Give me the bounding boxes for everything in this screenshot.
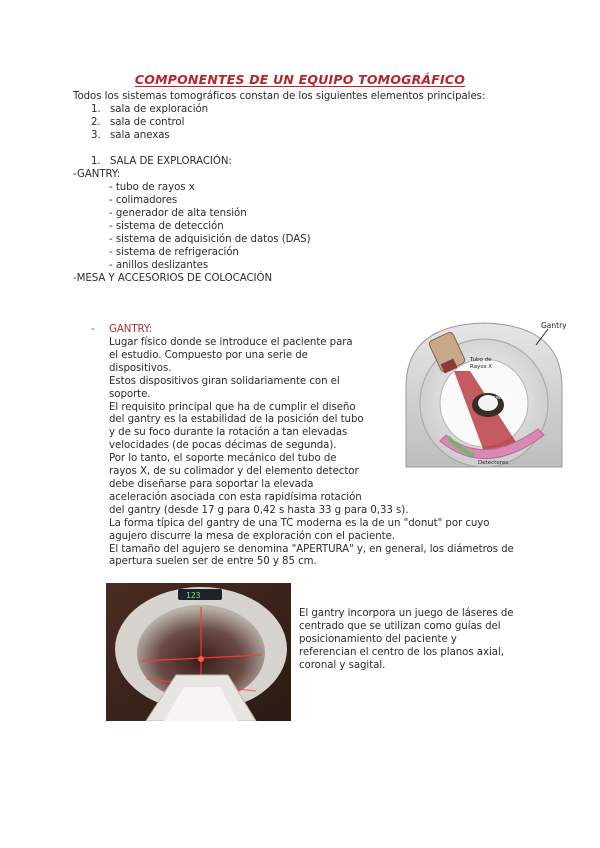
paragraph-line: Lugar físico donde se introduce el paciente para xyxy=(109,337,353,348)
display-readout: 123 xyxy=(186,591,201,600)
caption-line: coronal y sagital. xyxy=(299,659,386,671)
gantry-diagram xyxy=(386,317,582,473)
label-detectores: Detectores xyxy=(478,460,509,466)
paragraph-line: apertura suelen ser de entre 50 y 85 cm. xyxy=(109,556,317,568)
mesa-heading: -MESA Y ACCESORIOS DE COLOCACIÓN xyxy=(73,273,273,284)
list-number: 2. xyxy=(91,117,101,128)
list-item xyxy=(91,104,208,117)
paragraph-line: La forma típica del gantry de una TC moderna es la de un "donut" por cuyo xyxy=(109,517,490,529)
paragraph-line: del gantry es la estabilidad de la posición del tubo xyxy=(109,414,364,426)
list-text: sala de control xyxy=(110,117,185,128)
section-heading xyxy=(91,156,232,169)
label-tubo: Tubo de xyxy=(470,357,492,363)
paragraph-line: rayos X, de su colimador y del elemento detector xyxy=(109,466,359,478)
list-item xyxy=(91,130,170,143)
caption-line: referencian el centro de los planos axial, xyxy=(299,646,504,658)
component-item: - colimadores xyxy=(109,195,178,206)
component-item: - anillos deslizantes xyxy=(109,260,209,271)
component-item: - tubo de rayos x xyxy=(109,182,195,193)
paragraph-line: Estos dispositivos giran solidariamente con el xyxy=(109,375,340,387)
list-number: 3. xyxy=(91,130,101,141)
page-title: COMPONENTES DE UN EQUIPO TOMOGRÁFICO xyxy=(134,72,466,87)
paragraph-line: y de su foco durante la rotación a tan elevadas xyxy=(109,427,348,439)
component-item: - sistema de adquisición de datos (DAS) xyxy=(109,234,311,245)
label-paciente: Paciente xyxy=(486,395,510,401)
bullet-marker: - xyxy=(91,324,95,335)
paragraph-line: el estudio. Compuesto por una serie de xyxy=(109,349,308,361)
gantry-section-heading: GANTRY: xyxy=(109,324,153,335)
paragraph-line: Por lo tanto, el soporte mecánico del tubo de xyxy=(109,453,337,465)
caption-line: posicionamiento del paciente y xyxy=(299,633,457,645)
laser-caption xyxy=(299,608,513,673)
caption-line: centrado que se utilizan como guías del xyxy=(299,620,501,632)
component-item: - sistema de refrigeración xyxy=(109,247,239,258)
paragraph-line: aceleración asociada con esta rapidísima rotación xyxy=(109,491,362,503)
label-gantry: Gantry xyxy=(541,321,567,330)
paragraph-line: dispositivos. xyxy=(109,362,172,374)
list-text: sala anexas xyxy=(110,130,170,141)
label-rayos: Rayos X xyxy=(470,364,493,370)
paragraph-line: velocidades (de pocas décimas de segunda). xyxy=(109,440,337,452)
gantry-heading: -GANTRY: xyxy=(73,169,121,180)
intro-text: Todos los sistemas tomográficos constan de los siguientes elementos principales: xyxy=(73,91,486,102)
paragraph-line: soporte. xyxy=(109,388,151,400)
paragraph-line: agujero discurre la mesa de exploración con el paciente. xyxy=(109,530,395,542)
paragraph-line: debe diseñarse para soportar la elevada xyxy=(109,478,314,490)
paragraph-line: del gantry (desde 17 g para 0,42 s hasta 33 g para 0,33 s). xyxy=(109,504,409,516)
paragraph-line: El tamaño del agujero se denomina "APERTURA" y, en general, los diámetros de xyxy=(109,543,514,555)
section-number: 1. xyxy=(91,156,101,167)
laser-center xyxy=(198,656,204,662)
section-title: SALA DE EXPLORACIÓN: xyxy=(110,156,232,167)
caption-line: El gantry incorpora un juego de láseres de xyxy=(299,608,514,619)
component-item: - sistema de detección xyxy=(109,221,224,232)
list-text: sala de exploración xyxy=(110,104,209,115)
component-item: - generador de alta tensión xyxy=(109,208,247,219)
list-number: 1. xyxy=(91,104,101,115)
paragraph-line: El requisito principal que ha de cumplir el diseño xyxy=(109,401,356,413)
list-item xyxy=(91,117,184,130)
laser-photo xyxy=(106,583,291,721)
